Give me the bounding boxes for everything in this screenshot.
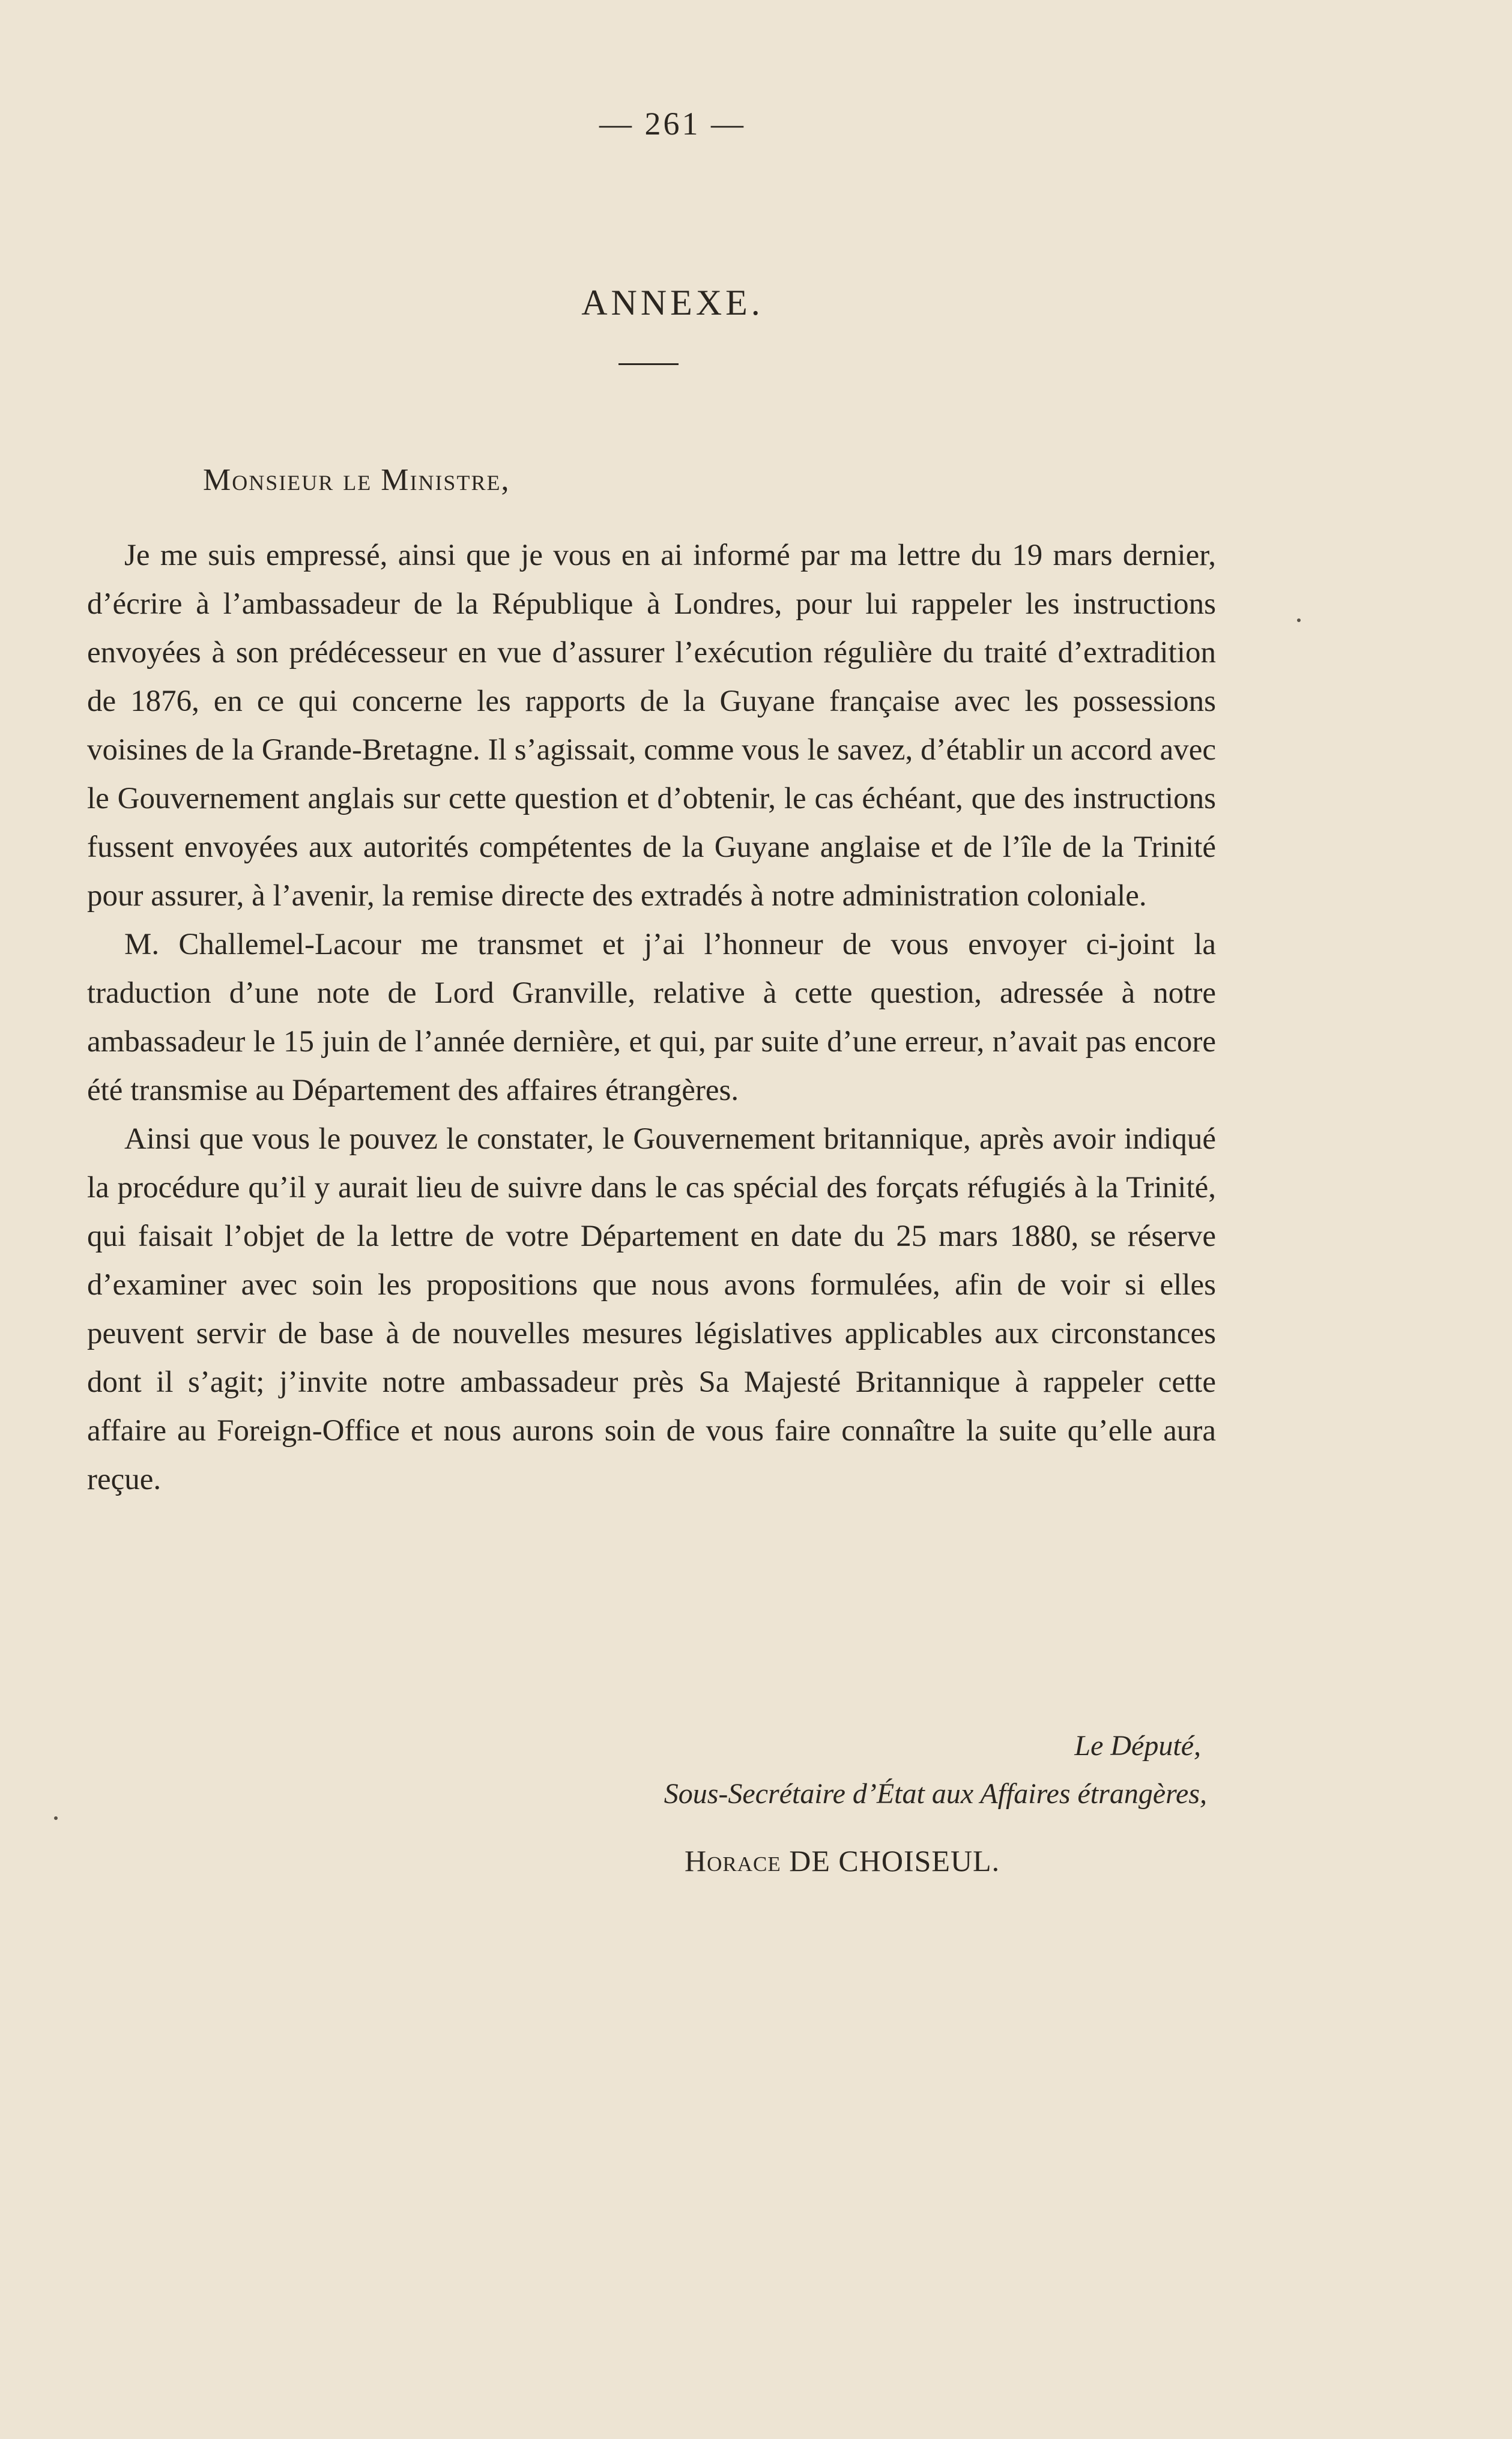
paragraph-2: M. Challemel-Lacour me transmet et j’ai l’honneur de vous envoyer ci-joint la traduction d’une note de Lord Granville, relative à cette question, adressée à notre ambassadeur le 15 juin de l’année dernière, et qui, par suite d’une erreur, n’avait pas encore été transmise au Département des affaires étrangères.: [87, 928, 1216, 1107]
signatory-first-name: Horace: [685, 1844, 781, 1878]
heading-rule: [618, 363, 679, 365]
signatory-last-name: DE CHOISEUL.: [789, 1844, 1000, 1878]
letter-body: [87, 531, 1216, 1504]
paper-speck: [1297, 618, 1301, 622]
paper-speck: [54, 1816, 58, 1820]
signature-title-depute: Le Député,: [1074, 1730, 1201, 1762]
paragraph-3: Ainsi que vous le pouvez le constater, le Gouvernement britannique, après avoir indiqué la procédure qu’il y aurait lieu de suivre dans le cas spécial des forçats réfugiés à la Trinité, qui faisait l’objet de la lettre de votre Département en date du 25 mars 1880, se réserve d’examiner avec soin les propositions que nous avons formulées, afin de voir si elles peuvent servir de base à de nouvelles mesures législatives applicables aux circonstances dont il s’agit; j’invite notre ambassadeur près Sa Majesté Britannique à rappeler cette affaire au Foreign-Office et nous aurons soin de vous faire connaître la suite qu’elle aura reçue.: [87, 1122, 1216, 1496]
signatory-name: [685, 1843, 1000, 1878]
page-number: — 261 —: [599, 106, 746, 142]
salutation: Monsieur le Ministre,: [203, 463, 510, 497]
signature-title-secretary: Sous-Secrétaire d’État aux Affaires étrangères,: [664, 1778, 1207, 1810]
paragraph-1: Je me suis empressé, ainsi que je vous en ai informé par ma lettre du 19 mars dernier, d’écrire à l’ambassadeur de la République à Londres, pour lui rappeler les instructions envoyées à son prédécesseur en vue d’assurer l’exécution régulière du traité d’extradition de 1876, en ce qui concerne les rapports de la Guyane française avec les possessions voisines de la Grande-Bretagne. Il s’agissait, comme vous le savez, d’établir un accord avec le Gouvernement anglais sur cette question et d’obtenir, le cas échéant, que des instructions fussent envoyées aux autorités compétentes de la Guyane anglaise et de l’île de la Trinité pour assurer, à l’avenir, la remise directe des extradés à notre administration coloniale.: [87, 539, 1216, 913]
annex-heading: ANNEXE.: [581, 283, 764, 322]
